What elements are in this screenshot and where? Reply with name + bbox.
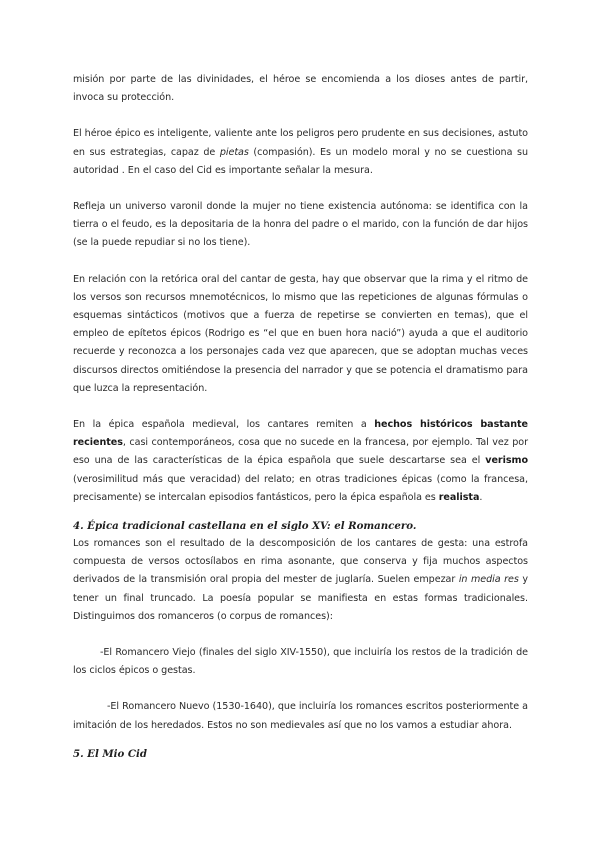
paragraph-hero-qualities: [73, 125, 528, 180]
hero-text-b: (compasión). Es un modelo moral y no se cuestiona su autoridad . En el caso del Cid es importante señalar la mesura.: [73, 146, 528, 176]
list-item-romancero-viejo: -El Romancero Viejo (finales del siglo XIV-1550), que incluiría los restos de la tradición de los ciclos épicos o gestas.: [73, 647, 528, 677]
paragraph-male-universe: Refleja un universo varonil donde la mujer no tiene existencia autónoma: se identifica con la tierra o el feudo, es la depositaria de la honra del padre o el marido, con la función de dar hijos (se la puede repudiar si no los tiene).: [73, 201, 528, 249]
document-page: [73, 71, 528, 763]
spanish-epic-text-b: , casi contemporáneos, cosa que no sucede en la francesa, por ejemplo. Tal vez por eso una de las características de la épica española que suele descartarse sea el: [73, 437, 528, 467]
paragraph-oral-rhetoric: En relación con la retórica oral del cantar de gesta, hay que observar que la rima y el ritmo de los versos son recursos mnemotécnicos, lo mismo que las repeticiones de algunas fórmulas o esquemas sintácticos (motivos que a fuerza de repetirse se convierten en temas), que el empleo de epítetos épicos (Rodrigo es “el que en buen hora nació”) ayuda a que el auditorio recuerde y reconozca a los personajes cada vez que aparecen, que se adoptan muchas veces discursos directos omitiéndose la presencia del narrador y que se potencia el dramatismo para que luzca la representación.: [73, 273, 528, 394]
bold-historical-facts: hechos históricos bastante recientes: [73, 419, 528, 449]
paragraph-divine-mission: misión por parte de las divinidades, el héroe se encomienda a los dioses antes de partir, invoca su protección.: [73, 74, 528, 104]
hero-text-a: El héroe épico es inteligente, valiente ante los peligros pero prudente en sus decisiones, astuto en sus estrategias, capaz de: [73, 128, 528, 158]
romances-text-a: Los romances son el resultado de la descomposición de los cantares de gesta: una estrofa compuesta de versos octosílabos en rima asonante, que conserva y fija muchos aspectos derivados de la transmisión oral propia del mester de juglaría. Suelen empezar: [73, 538, 528, 586]
spanish-epic-text-c: (verosimilitud más que veracidad) del relato; en otras tradiciones épicas (como la francesa, precisamente) se intercalan episodios fantásticos, pero la épica española es: [73, 473, 528, 503]
in-media-res-term: in media res: [458, 574, 519, 586]
spanish-epic-text-d: .: [479, 491, 483, 503]
section-heading-mio-cid: 5. El Mio Cid: [73, 747, 147, 760]
spanish-epic-text-a: En la épica española medieval, los cantares remiten a: [73, 419, 375, 431]
bold-verismo: verismo: [485, 455, 528, 467]
paragraph-romances: [73, 535, 528, 626]
pietas-term: pietas: [219, 146, 249, 158]
bold-realista: realista: [438, 491, 480, 503]
paragraph-spanish-epic: [73, 416, 528, 507]
list-item-romancero-nuevo: -El Romancero Nuevo (1530-1640), que incluiría los romances escritos posteriormente a imitación de los heredados. Estos no son medievales así que no los vamos a estudiar ahora.: [73, 701, 528, 731]
romances-text-b: y tener un final truncado. La poesía popular se manifiesta en estas formas tradicionales. Distinguimos dos romanceros (o corpus de romances):: [73, 574, 528, 622]
section-heading-romancero: 4. Épica tradicional castellana en el siglo XV: el Romancero.: [73, 520, 417, 533]
